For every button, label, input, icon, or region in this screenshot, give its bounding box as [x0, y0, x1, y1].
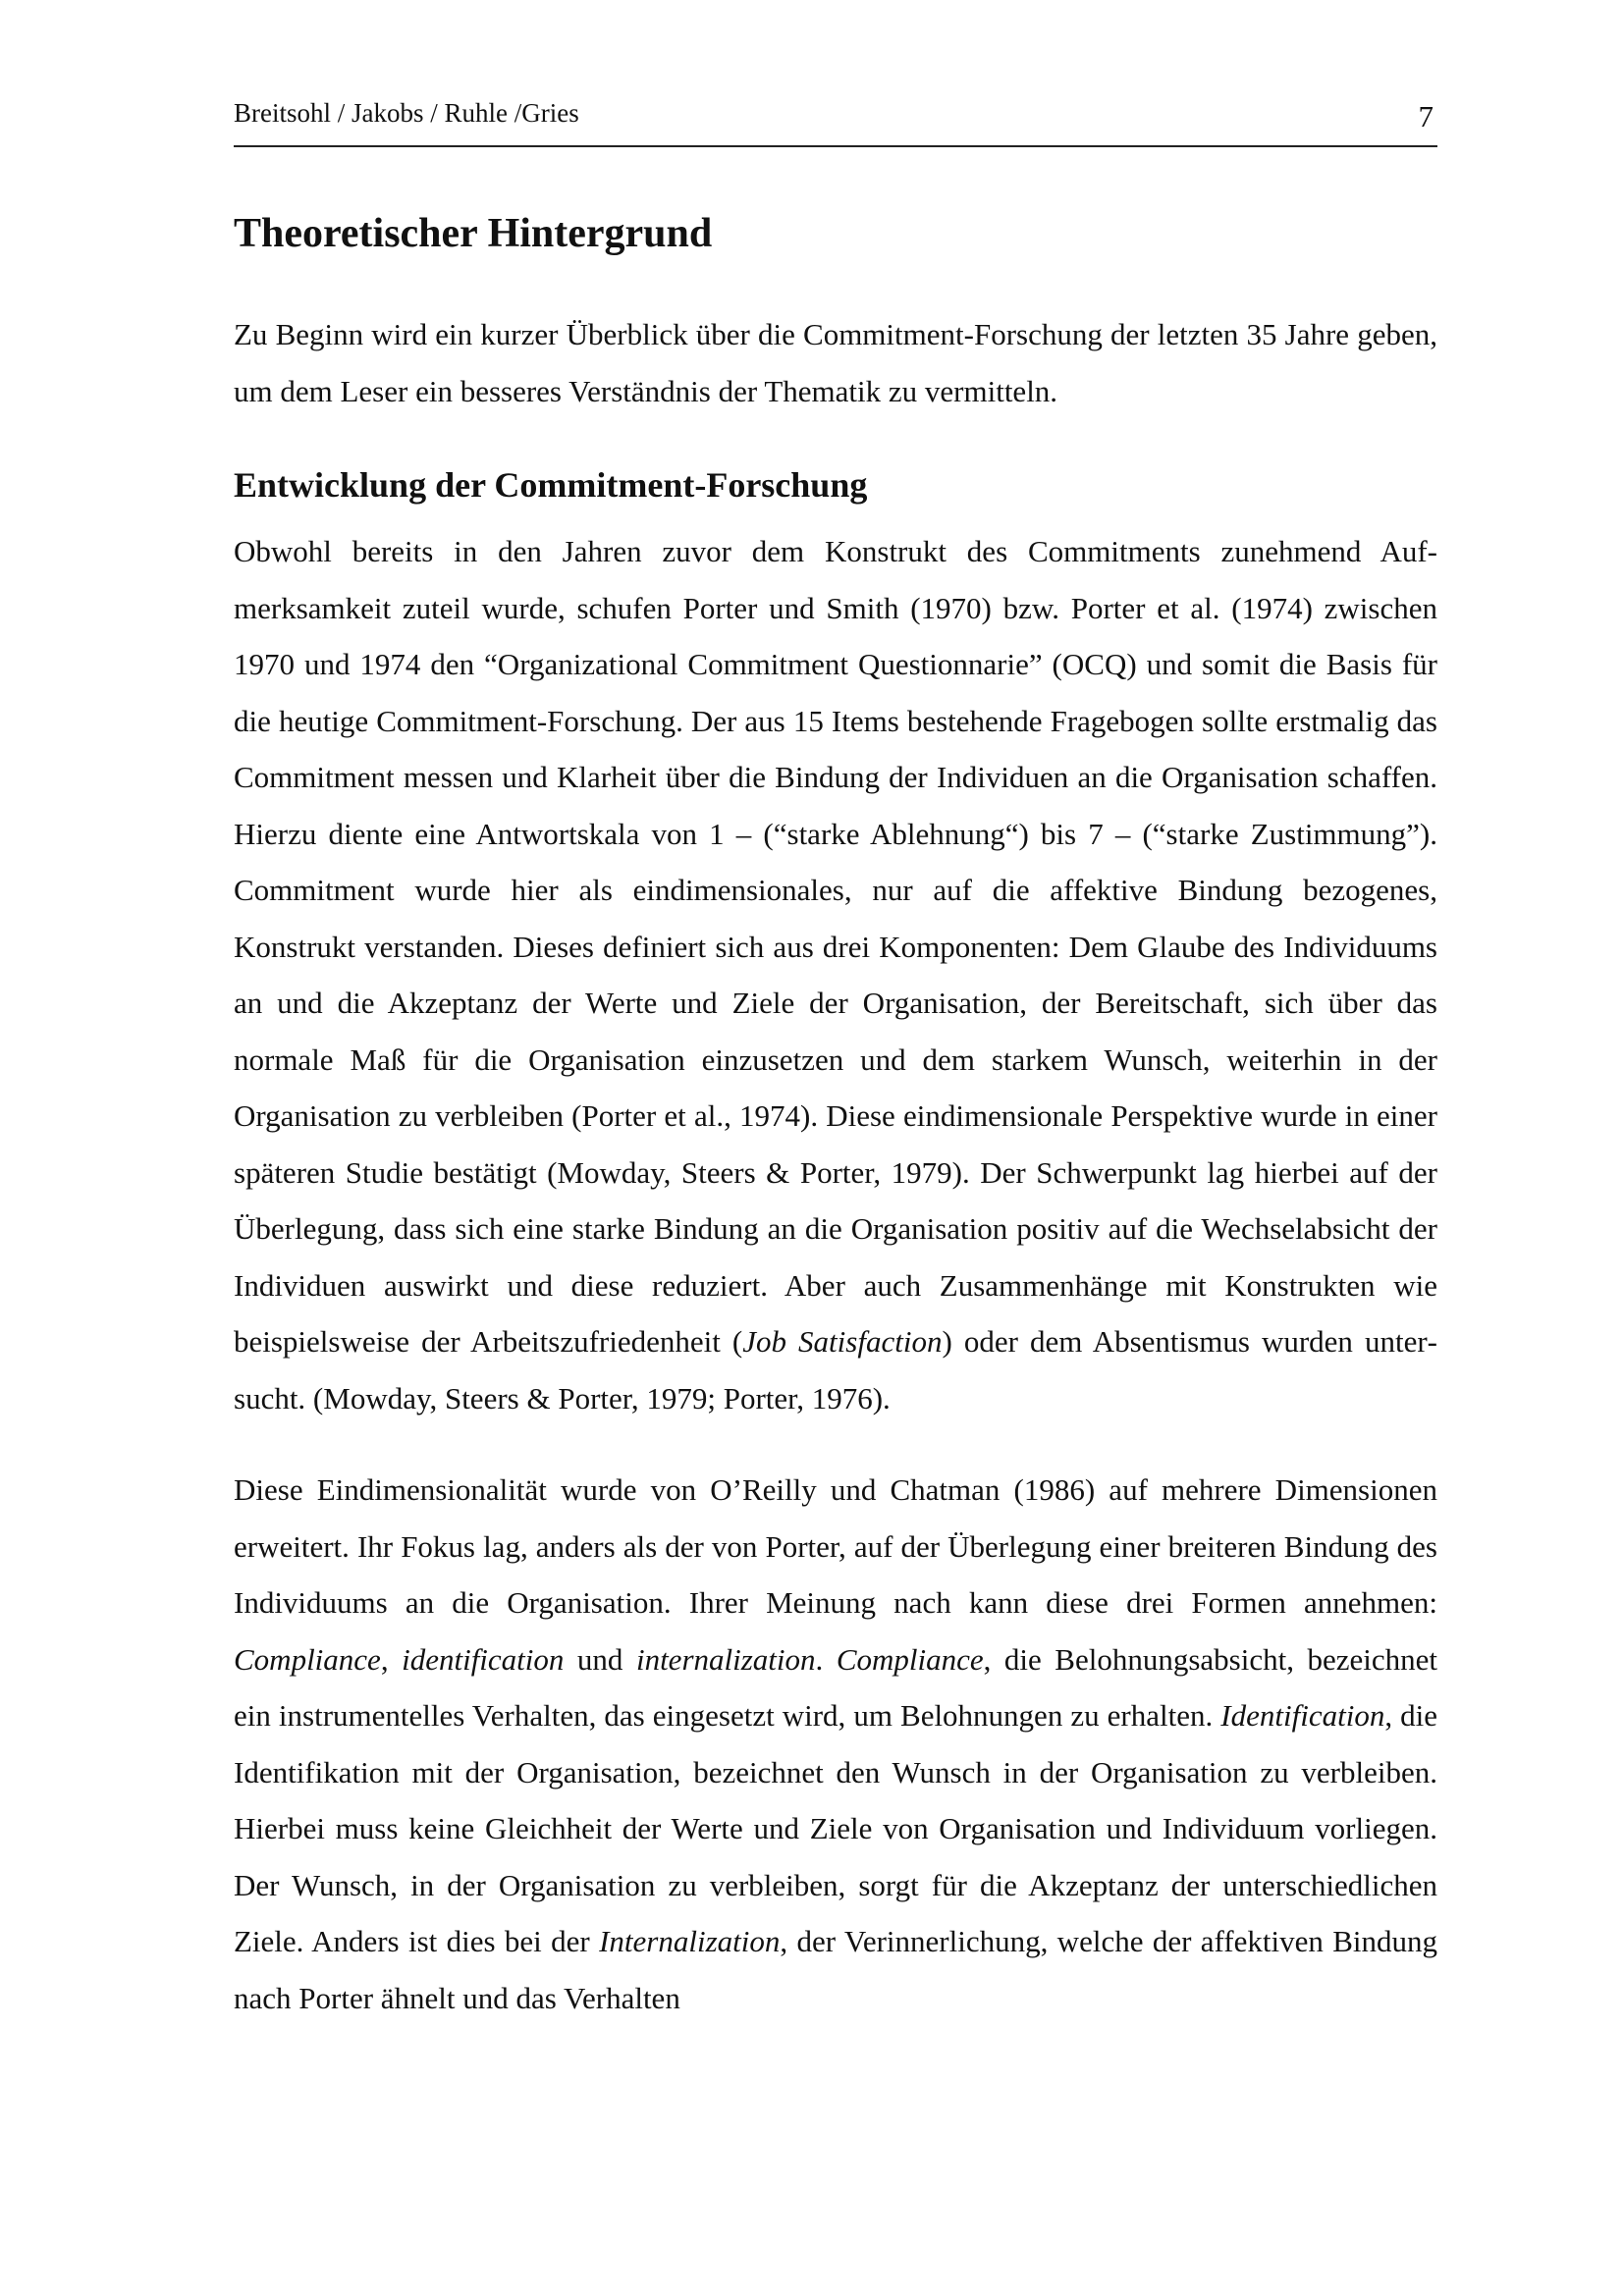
compliance-term: Compliance	[234, 1641, 381, 1677]
subsection-title: Entwicklung der Commitment-Forschung	[234, 465, 868, 505]
page-number: 7	[1418, 99, 1434, 133]
paragraph-2-text-2: , die Belohnungsabsicht, bezeichnet ein instrumentelles Verhalten, das eingesetzt wird, um Belohnungen zu erhalten.	[234, 1641, 1438, 1733]
page-content	[234, 206, 1437, 2026]
separator: und	[564, 1641, 636, 1677]
job-satisfaction-term: Job Satisfaction	[742, 1324, 943, 1359]
separator: .	[815, 1641, 837, 1677]
section-title: Theoretischer Hintergrund	[234, 211, 713, 256]
paragraph-2-text: Diese Eindimensionalität wurde von O’Reilly und Chatman (1986) auf mehrere Dimensionen erweitert. Ihr Fokus lag, anders als der von Porter, auf der Überlegung einer breiteren Bindung des Individuums an die Organisation. Ihrer Meinung nach kann diese drei Formen annehmen:	[234, 1472, 1437, 1620]
paragraph-2-text-4: , der Verinnerlichung, welche der affektiven Bindung nach Porter ähnelt und das Verhalten	[234, 1924, 1437, 2015]
compliance-term-2: Compliance	[836, 1641, 984, 1677]
intro-paragraph: Zu Beginn wird ein kurzer Überblick über die Commitment-Forschung der letzten 35 Jahre geben, um dem Leser ein besseres Verständnis der Thematik zu vermitteln.	[234, 317, 1437, 408]
identification-term: identification	[402, 1641, 565, 1677]
body-paragraph-2	[234, 1462, 1437, 2026]
internalization-term: internalization	[635, 1641, 816, 1677]
header-authors: Breitsohl / Jakobs / Ruhle /Gries	[234, 98, 579, 128]
paragraph-1-text-end: ) oder dem Absentismus wurden untersucht. (Mowday, Steers & Porter, 1979; Porter, 1976).	[234, 1324, 1437, 1415]
body-paragraph-1	[234, 523, 1437, 1426]
running-header	[234, 90, 1437, 147]
internalization-term-2: Internalization	[599, 1924, 781, 1958]
paragraph-1-text: Obwohl bereits in den Jahren zuvor dem Konstrukt des Commitments zunehmend Aufmerksamkeit zuteil wurde, schufen Porter und Smith (1970) bzw. Porter et al. (1974) zwischen 1970 und 1974 den “Organizational Commitment Questionnarie” (OCQ) und somit die Basis für die heutige Commitment-Forschung. Der aus 15 Items bestehende Fragebogen sollte erstmalig das Commitment messen und Klarheit über die Bindung der Individuen an die Organisation schaffen. Hierzu diente eine Antwortskala von 1 – (“starke Ablehnung“) bis 7 – (“starke Zustimmung”). Commitment wurde hier als eindimensionales, nur auf die affektive Bindung bezogenes, Konstrukt verstanden. Dieses definiert sich aus drei Komponenten: Dem Glaube des Individuums an und die Akzeptanz der Werte und Ziele der Organisation, der Bereitschaft, sich über das normale Maß für die Organisation einzusetzen und dem starkem Wunsch, weiterhin in der Organisation zu verbleiben (Porter et al., 1974). Diese eindimensionale Perspektive wurde in einer späteren Studie bestätigt (Mowday, Steers & Porter, 1979). Der Schwerpunkt lag hierbei auf der Überlegung, dass sich eine starke Bindung an die Organisation positiv auf die Wechselabsicht der Individuen auswirkt und diese reduziert. Aber auch Zusammenhänge mit Konstrukten wie beispielsweise der Arbeitszufriedenheit (	[234, 534, 1437, 1359]
paragraph-2-text-3: , die Identifikation mit der Organisation, bezeichnet den Wunsch in der Organisation zu verbleiben. Hierbei muss keine Gleichheit der Werte und Ziele von Organisation und Individuum vorliegen. Der Wunsch, in der Organisation zu verbleiben, sorgt für die Akzeptanz der unterschiedlichen Ziele. Anders ist dies bei der	[234, 1698, 1437, 1958]
separator: ,	[380, 1641, 403, 1677]
identification-term-2: Identification	[1220, 1698, 1385, 1733]
